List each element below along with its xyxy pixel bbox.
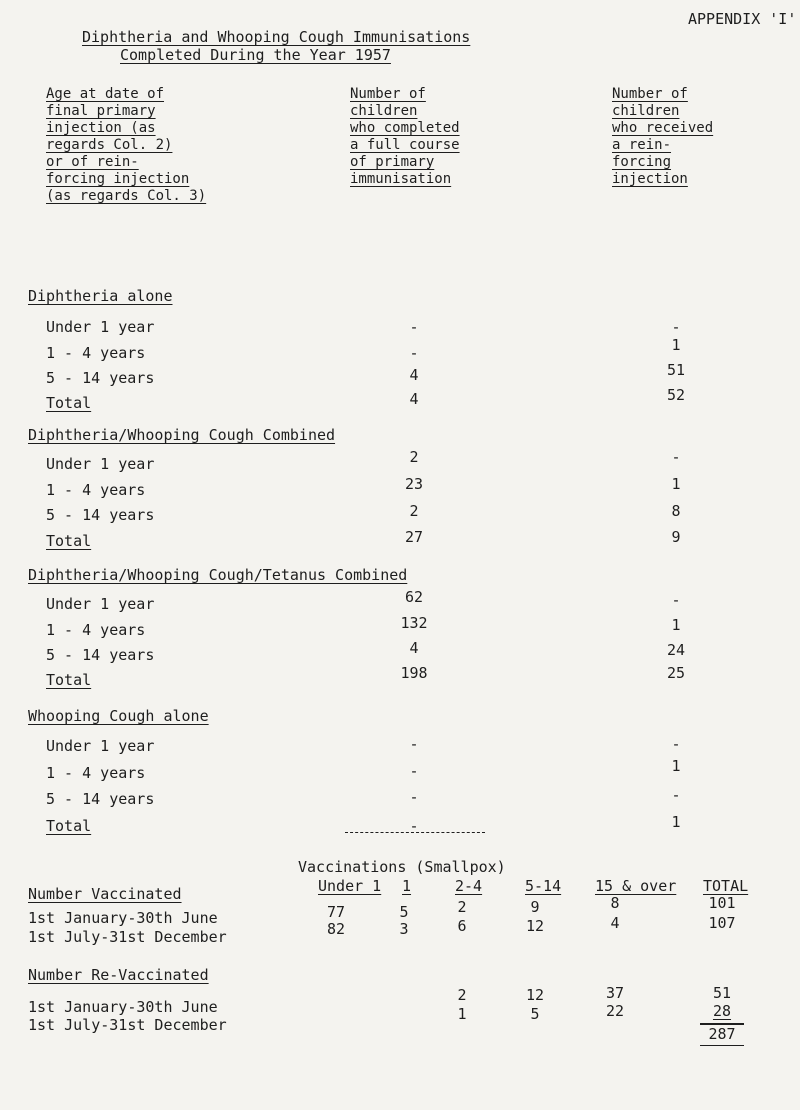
reinforcing-value: 24 (666, 641, 686, 659)
completed-total: 198 (400, 664, 428, 682)
vacc-value: 2 (457, 898, 467, 916)
reinforcing-value: 51 (666, 361, 686, 379)
grand-total-underline (700, 1045, 744, 1046)
header-col-age-line: forcing injection (46, 171, 190, 187)
header-col-age-line: Age at date of (46, 86, 165, 102)
revacc-row-label: 1st July-31st December (28, 1016, 227, 1034)
revacc-row-label: 1st January-30th June (28, 998, 218, 1016)
section-title: Diphtheria/Whooping Cough Combined (28, 426, 336, 444)
header-col-completed-line: immunisation (350, 171, 452, 187)
row-label: Under 1 year (46, 737, 155, 755)
vacc-col-header: 5-14 (525, 877, 562, 895)
vacc-value: 12 (525, 917, 545, 935)
completed-value: - (409, 762, 419, 780)
reinforcing-value: - (671, 786, 681, 804)
reinforcing-value: 1 (671, 336, 681, 354)
revacc-value: 37 (605, 984, 625, 1002)
header-col-age-line: or of rein- (46, 154, 139, 170)
completed-total: 27 (404, 528, 424, 546)
reinforcing-total: 9 (671, 528, 681, 546)
section-title: Diphtheria alone (28, 287, 173, 305)
row-label: Under 1 year (46, 318, 155, 336)
reinforcing-value: - (671, 591, 681, 609)
revacc-value: 51 (712, 984, 732, 1002)
revacc-value: 12 (525, 986, 545, 1004)
completed-value: - (409, 735, 419, 753)
vacc-value: 5 (399, 903, 409, 921)
vacc-col-header: 15 & over (595, 877, 677, 895)
header-col-completed (350, 86, 460, 188)
page-title: Diphtheria and Whooping Cough Immunisations (82, 28, 471, 46)
completed-value: 132 (400, 614, 428, 632)
row-label-total: Total (46, 671, 92, 689)
header-col-completed-line: who completed (350, 120, 460, 136)
completed-total: 4 (409, 390, 419, 408)
revacc-value: 22 (605, 1002, 625, 1020)
reinforcing-value: - (671, 448, 681, 466)
vacc-value: 77 (326, 903, 346, 921)
revacc-value: 1 (457, 1005, 467, 1023)
row-label: Under 1 year (46, 595, 155, 613)
reinforcing-total: 52 (666, 386, 686, 404)
vacc-row-label: 1st January-30th June (28, 909, 218, 927)
reinforcing-value: - (671, 318, 681, 336)
completed-value: 23 (404, 475, 424, 493)
row-label-total: Total (46, 532, 92, 550)
row-label: 1 - 4 years (46, 621, 146, 639)
header-col-age-line: (as regards Col. 3) (46, 188, 207, 204)
header-col-completed-line: children (350, 103, 418, 119)
row-label: 1 - 4 years (46, 344, 146, 362)
vacc-value: 107 (708, 914, 736, 932)
row-label-total: Total (46, 817, 92, 835)
grand-total: 287 (708, 1025, 736, 1043)
revaccinated-title: Number Re-Vaccinated (28, 966, 209, 984)
revacc-value: 28 (712, 1002, 732, 1020)
header-col-completed-line: Number of (350, 86, 426, 102)
row-label: 5 - 14 years (46, 646, 155, 664)
vacc-col-header: TOTAL (703, 877, 749, 895)
revacc-value: 5 (530, 1005, 540, 1023)
section-title: Diphtheria/Whooping Cough/Tetanus Combined (28, 566, 408, 584)
header-col-age-line: injection (as (46, 120, 156, 136)
vacc-value: 6 (457, 917, 467, 935)
header-col-reinforcing-line: forcing (612, 154, 672, 170)
header-col-age-line: final primary (46, 103, 156, 119)
reinforcing-value: 8 (671, 502, 681, 520)
reinforcing-value: 1 (671, 757, 681, 775)
completed-value: - (409, 318, 419, 336)
header-col-age (46, 86, 206, 205)
completed-value: - (409, 344, 419, 362)
section-title: Whooping Cough alone (28, 707, 209, 725)
appendix-label: APPENDIX 'I' (688, 10, 797, 28)
header-col-reinforcing-line: children (612, 103, 680, 119)
reinforcing-total: 25 (666, 664, 686, 682)
page-subtitle: Completed During the Year 1957 (120, 46, 391, 64)
vacc-col-header: 2-4 (455, 877, 483, 895)
reinforcing-total: 1 (671, 813, 681, 831)
revacc-value: 2 (457, 986, 467, 1004)
vaccinated-title: Number Vaccinated (28, 885, 182, 903)
completed-value: 2 (409, 502, 419, 520)
vacc-value: 3 (399, 920, 409, 938)
vacc-value: 101 (708, 894, 736, 912)
reinforcing-value: 1 (671, 616, 681, 634)
completed-value: 4 (409, 639, 419, 657)
row-label-total: Total (46, 394, 92, 412)
vacc-value: 9 (530, 898, 540, 916)
row-label: 5 - 14 years (46, 369, 155, 387)
header-col-completed-line: of primary (350, 154, 435, 170)
vacc-value: 8 (610, 894, 620, 912)
total-rule (345, 832, 485, 833)
completed-value: 2 (409, 448, 419, 466)
header-col-reinforcing-line: a rein- (612, 137, 672, 153)
row-label: Under 1 year (46, 455, 155, 473)
vaccinations-title: Vaccinations (Smallpox) (298, 858, 506, 876)
header-col-reinforcing-line: Number of (612, 86, 688, 102)
row-label: 1 - 4 years (46, 764, 146, 782)
row-label: 1 - 4 years (46, 481, 146, 499)
reinforcing-value: 1 (671, 475, 681, 493)
completed-value: 62 (404, 588, 424, 606)
vacc-col-header: Under 1 (318, 877, 382, 895)
vacc-row-label: 1st July-31st December (28, 928, 227, 946)
completed-value: - (409, 788, 419, 806)
header-col-completed-line: a full course (350, 137, 460, 153)
header-col-reinforcing (612, 86, 713, 188)
row-label: 5 - 14 years (46, 506, 155, 524)
completed-value: 4 (409, 366, 419, 384)
completed-total: - (409, 817, 419, 835)
vacc-col-header: 1 (402, 877, 412, 895)
vacc-value: 82 (326, 920, 346, 938)
vacc-value: 4 (610, 914, 620, 932)
row-label: 5 - 14 years (46, 790, 155, 808)
header-col-reinforcing-line: who received (612, 120, 714, 136)
reinforcing-value: - (671, 735, 681, 753)
header-col-age-line: regards Col. 2) (46, 137, 173, 153)
header-col-reinforcing-line: injection (612, 171, 688, 187)
